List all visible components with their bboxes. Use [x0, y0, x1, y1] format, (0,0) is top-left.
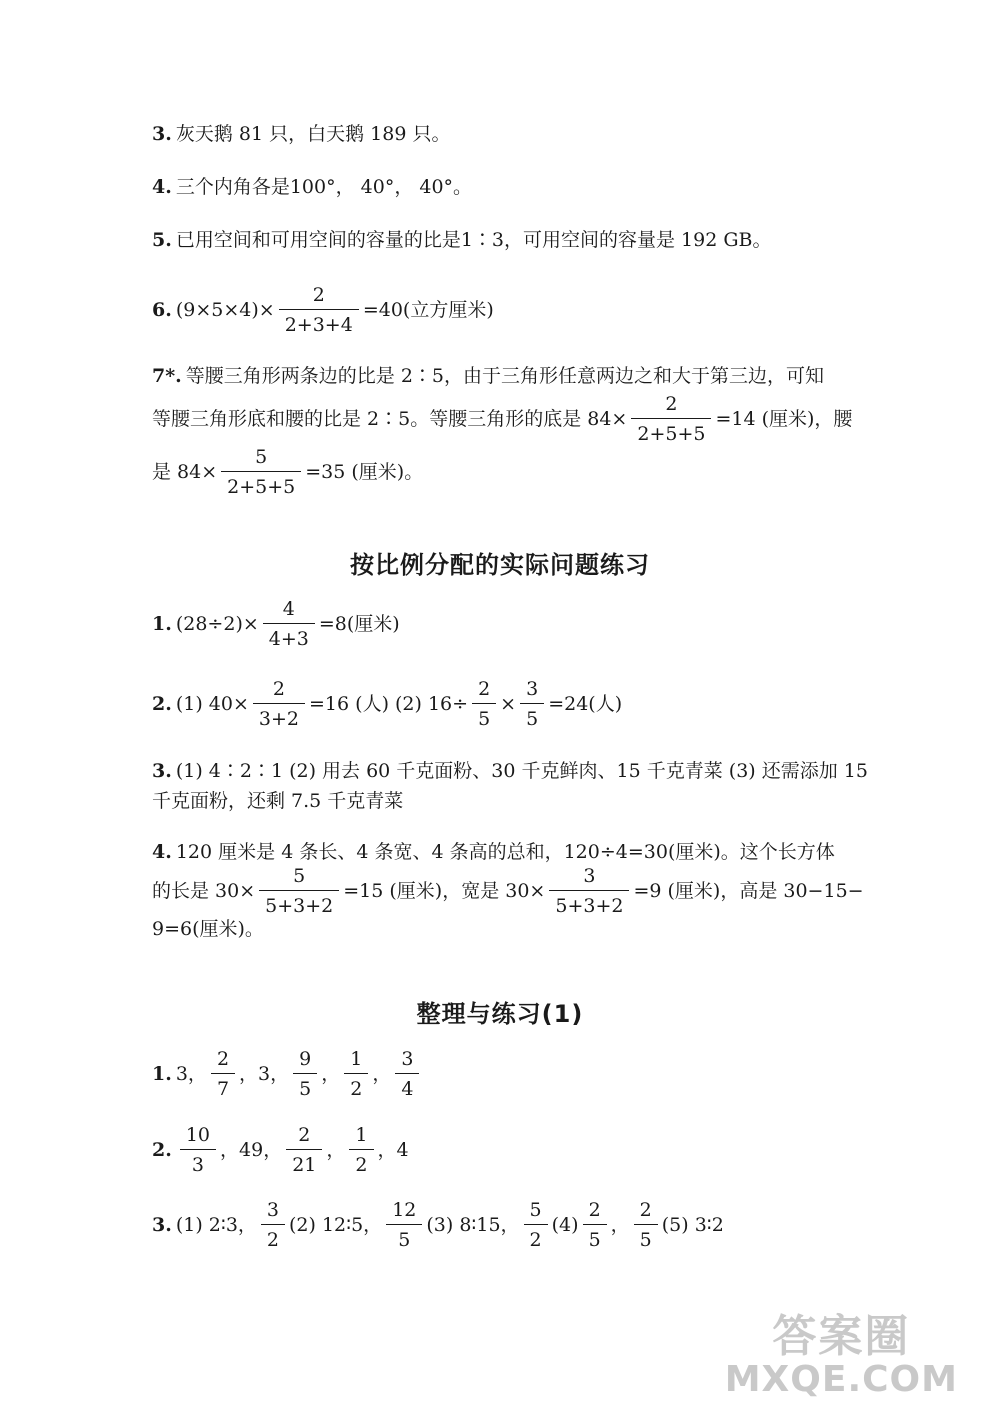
answer-4-line2: [152, 865, 864, 917]
expr-text: (28÷2)×: [175, 613, 259, 635]
answer-number: 2.: [152, 1139, 172, 1161]
fraction: [286, 1124, 322, 1176]
numerator: 9: [299, 1048, 312, 1070]
expr-text: =16 (人) (2) 16÷: [309, 693, 469, 715]
fraction: [520, 678, 544, 730]
fraction-bar: [472, 703, 496, 704]
answer-text: 灰天鹅 81 只，白天鹅 189 只。: [175, 123, 451, 145]
numerator: 5: [293, 865, 306, 887]
expr-text: =8(厘米): [318, 613, 400, 635]
denominator: 2+5+5: [227, 476, 296, 498]
numerator: 5: [255, 446, 268, 468]
fraction-bar: [286, 1149, 322, 1150]
answer-2: [152, 678, 622, 730]
fraction-bar: [221, 471, 301, 472]
denominator: 3+2: [258, 708, 300, 730]
numerator: 3: [401, 1048, 414, 1070]
watermark-logo: 答案圈: [772, 1311, 911, 1362]
answer-number: 6.: [152, 299, 172, 321]
denominator: 2: [529, 1229, 542, 1251]
answer-4-line3: [152, 918, 264, 940]
expr-text: (1) 40×: [175, 693, 249, 715]
answer-text: 9=6(厘米)。: [152, 918, 264, 940]
answer-text: (1) 4∶2∶1 (2) 用去 60 千克面粉、30 千克鲜肉、15 千克青菜 (3) 还需添加 15: [175, 760, 868, 782]
answer-text: ，: [372, 1063, 392, 1085]
answer-number: 3.: [152, 1214, 172, 1236]
answer-text: (2) 12∶5，: [289, 1214, 383, 1236]
numerator: 12: [392, 1199, 417, 1221]
answer-3-line2: [152, 790, 403, 812]
answer-text: 千克面粉，还剩 7.5 千克青菜: [152, 790, 404, 812]
expr-text: ×: [500, 693, 517, 715]
numerator: 5: [529, 1199, 542, 1221]
denominator: 5+3+2: [555, 895, 624, 917]
fraction-bar: [259, 890, 339, 891]
numerator: 2: [588, 1199, 601, 1221]
denominator: 5: [526, 708, 539, 730]
fraction-bar: [180, 1149, 216, 1150]
fraction: [524, 1199, 548, 1251]
answer-7-line3: [152, 446, 423, 498]
denominator: 21: [292, 1154, 317, 1176]
answer-text: (5) 3∶2: [661, 1214, 724, 1236]
answer-number: 4.: [152, 841, 172, 863]
answer-number: 3.: [152, 123, 172, 145]
answer-text: =15 (厘米)，宽是 30×: [343, 880, 546, 902]
answer-4: [152, 176, 472, 198]
answer-number: 3.: [152, 760, 172, 782]
fraction: [472, 678, 496, 730]
answer-3-line1: [152, 760, 868, 782]
answer-text: ，3，: [239, 1063, 290, 1085]
denominator: 5: [398, 1229, 411, 1251]
numerator: 2: [665, 393, 678, 415]
numerator: 10: [185, 1124, 211, 1146]
answer-5: [152, 229, 772, 251]
fraction-bar: [395, 1073, 419, 1074]
answer-4-line1: [152, 841, 835, 863]
answer-text: =14 (厘米)，腰: [715, 408, 853, 430]
numerator: 2: [216, 1048, 230, 1070]
fraction-bar: [211, 1073, 235, 1074]
fraction-bar: [344, 1073, 368, 1074]
answer-text: =9 (厘米)，高是 30−15−: [633, 880, 864, 902]
answer-text: 3，: [175, 1063, 207, 1085]
fraction: [386, 1199, 422, 1251]
answer-1: [152, 598, 400, 650]
answer-number: 7*.: [152, 365, 182, 387]
answer-1: [152, 1048, 423, 1100]
numerator: 2: [312, 284, 325, 306]
denominator: 2: [355, 1154, 368, 1176]
fraction-bar: [583, 1224, 607, 1225]
denominator: 5+3+2: [265, 895, 334, 917]
section-title: 按比例分配的实际问题练习: [350, 551, 650, 579]
fraction-bar: [524, 1224, 548, 1225]
numerator: 3: [526, 678, 539, 700]
answer-text: 三个内角各是100°， 40°， 40°。: [175, 176, 473, 198]
fraction-bar: [279, 309, 359, 310]
fraction: [180, 1124, 216, 1176]
answer-number: 1.: [152, 1063, 172, 1085]
answer-number: 4.: [152, 176, 172, 198]
answer-text: 120 厘米是 4 条长、4 条宽、4 条高的总和，120÷4=30(厘米)。这个长方体: [175, 841, 835, 863]
answer-7-line1: [152, 365, 824, 387]
fraction: [549, 865, 629, 917]
answer-number: 2.: [152, 693, 172, 715]
denominator: 7: [216, 1078, 230, 1100]
denominator: 5: [588, 1229, 601, 1251]
answer-text: 等腰三角形底和腰的比是 2∶5。等腰三角形的底是 84×: [152, 408, 628, 430]
numerator: 1: [355, 1124, 368, 1146]
expr-text: =24(人): [548, 693, 623, 715]
denominator: 4+3: [268, 628, 309, 650]
fraction: [344, 1048, 368, 1100]
fraction: [395, 1048, 419, 1100]
numerator: 3: [266, 1199, 280, 1221]
denominator: 2+3+4: [284, 314, 353, 336]
section-title: 整理与练习(1): [416, 1000, 584, 1028]
fraction-bar: [386, 1224, 422, 1225]
numerator: 2: [272, 678, 285, 700]
answer-2: [152, 1124, 409, 1176]
fraction-bar: [293, 1073, 317, 1074]
fraction: [634, 1199, 658, 1251]
fraction: [293, 1048, 317, 1100]
fraction: [263, 598, 315, 650]
fraction-bar: [520, 703, 544, 704]
answer-number: 5.: [152, 229, 172, 251]
denominator: 5: [639, 1229, 652, 1251]
fraction: [279, 284, 359, 336]
answer-6: [152, 284, 494, 336]
numerator: 2: [639, 1199, 652, 1221]
answer-text: 的长是 30×: [152, 880, 256, 902]
numerator: 2: [478, 678, 491, 700]
answer-text: ，4: [377, 1139, 409, 1161]
answer-text: ，: [321, 1063, 341, 1085]
answer-3: [152, 123, 450, 145]
denominator: 3: [191, 1154, 204, 1176]
numerator: 2: [298, 1124, 311, 1146]
fraction-bar: [253, 703, 305, 704]
answer-text: ，49，: [220, 1139, 283, 1161]
numerator: 1: [350, 1048, 363, 1070]
answer-text: ，: [326, 1139, 346, 1161]
fraction: [583, 1199, 607, 1251]
fraction-bar: [261, 1224, 285, 1225]
denominator: 2: [350, 1078, 363, 1100]
answer-text: ，: [610, 1214, 630, 1236]
fraction: [631, 393, 711, 445]
fraction-bar: [349, 1149, 373, 1150]
watermark: [725, 1313, 958, 1399]
answer-text: 等腰三角形两条边的比是 2∶5，由于三角形任意两边之和大于第三边，可知: [185, 365, 824, 387]
answer-7-line2: [152, 393, 852, 445]
denominator: 4: [401, 1078, 414, 1100]
watermark-url: MXQE.COM: [724, 1359, 958, 1400]
answer-text: (4): [551, 1214, 579, 1236]
denominator: 2: [266, 1229, 280, 1251]
fraction-bar: [263, 623, 315, 624]
answer-text: 是 84×: [152, 461, 218, 483]
fraction: [349, 1124, 373, 1176]
answer-number: 1.: [152, 613, 172, 635]
fraction-bar: [631, 418, 711, 419]
fraction: [221, 446, 301, 498]
fraction: [211, 1048, 235, 1100]
fraction: [261, 1199, 285, 1251]
numerator: 3: [583, 865, 596, 887]
answer-text: (1) 2∶3，: [175, 1214, 257, 1236]
expr-text: (9×5×4)×: [175, 299, 275, 321]
denominator: 5: [478, 708, 491, 730]
denominator: 2+5+5: [637, 423, 706, 445]
fraction: [253, 678, 305, 730]
answer-text: (3) 8∶15，: [426, 1214, 520, 1236]
fraction-bar: [549, 890, 629, 891]
expr-text: =40(立方厘米): [362, 299, 494, 321]
denominator: 5: [299, 1078, 312, 1100]
answer-text: 已用空间和可用空间的容量的比是1∶3，可用空间的容量是 192 GB。: [175, 229, 772, 251]
fraction-bar: [634, 1224, 658, 1225]
answer-3: [152, 1199, 724, 1251]
numerator: 4: [282, 598, 295, 620]
answer-text: =35 (厘米)。: [305, 461, 424, 483]
fraction: [259, 865, 339, 917]
